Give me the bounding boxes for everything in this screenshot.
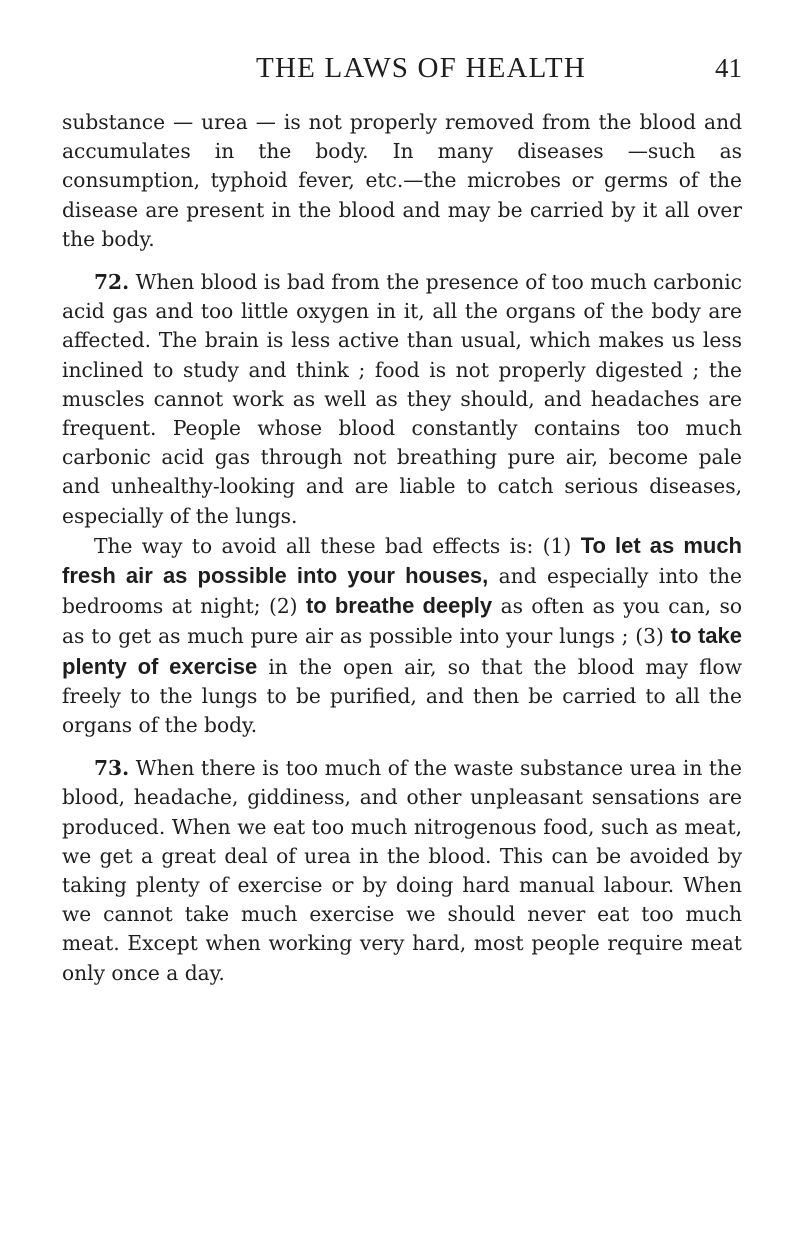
paragraph-72-rules — [62, 531, 742, 740]
paragraph-number: 72. — [94, 270, 130, 295]
rule-breathe-deeply: to breathe deeply — [305, 593, 493, 619]
paragraph-number: 73. — [94, 756, 130, 781]
rule-fresh-air: To let as much fresh air as possible into your houses, — [62, 532, 742, 589]
rule-exercise-after: in the open air, so that the blood may flow freely to the lungs to be purified, and then be carried to all the organs of the body. — [62, 654, 742, 738]
page-number: 41 — [715, 53, 742, 83]
body-text — [62, 108, 742, 988]
rule-exercise: to take plenty of exercise — [62, 623, 742, 679]
paragraph-text: substance — urea — is not properly removed from the blood and accumulates in the body. In many diseases —such as consumption, typhoid fever, etc.—the microbes or germs of the disease are present in the blood and may be carried by it all over the body. — [62, 110, 742, 251]
paragraph-continued — [62, 108, 742, 254]
running-header — [100, 48, 742, 88]
paragraph-72 — [62, 268, 742, 531]
paragraph-text: When blood is bad from the presence of too much carbonic acid gas and too little oxygen in it, all the organs of the body are affected. The brain is less active than usual, which makes us less inclined to study and think ; food is not properly digested ; the muscles cannot work as well as they should, and headaches are frequent. People whose blood constantly contains too much carbonic acid gas through not breathing pure air, become pale and unhealthy-looking and are liable to catch serious diseases, especially of the lungs. — [62, 270, 742, 528]
running-title: THE LAWS OF HEALTH — [256, 52, 586, 84]
rule-fresh-air-after: and especially into the bedrooms at night; (2) — [62, 564, 742, 619]
rule-breathe-after: as often as you can, so as to get as much pure air as possible into your lungs ; (3) — [62, 594, 742, 649]
paragraph-73 — [62, 754, 742, 988]
rules-intro: The way to avoid all these bad effects is: (1) — [94, 533, 572, 558]
paragraph-text: When there is too much of the waste substance urea in the blood, headache, giddiness, and other unpleasant sensations are produced. When we eat too much nitrogenous food, such as meat, we get a great deal of urea in the blood. This can be avoided by taking plenty of exercise or by doing hard manual labour. When we cannot take much exercise we should never eat too much meat. Except when working very hard, most people require meat only once a day. — [62, 756, 742, 985]
